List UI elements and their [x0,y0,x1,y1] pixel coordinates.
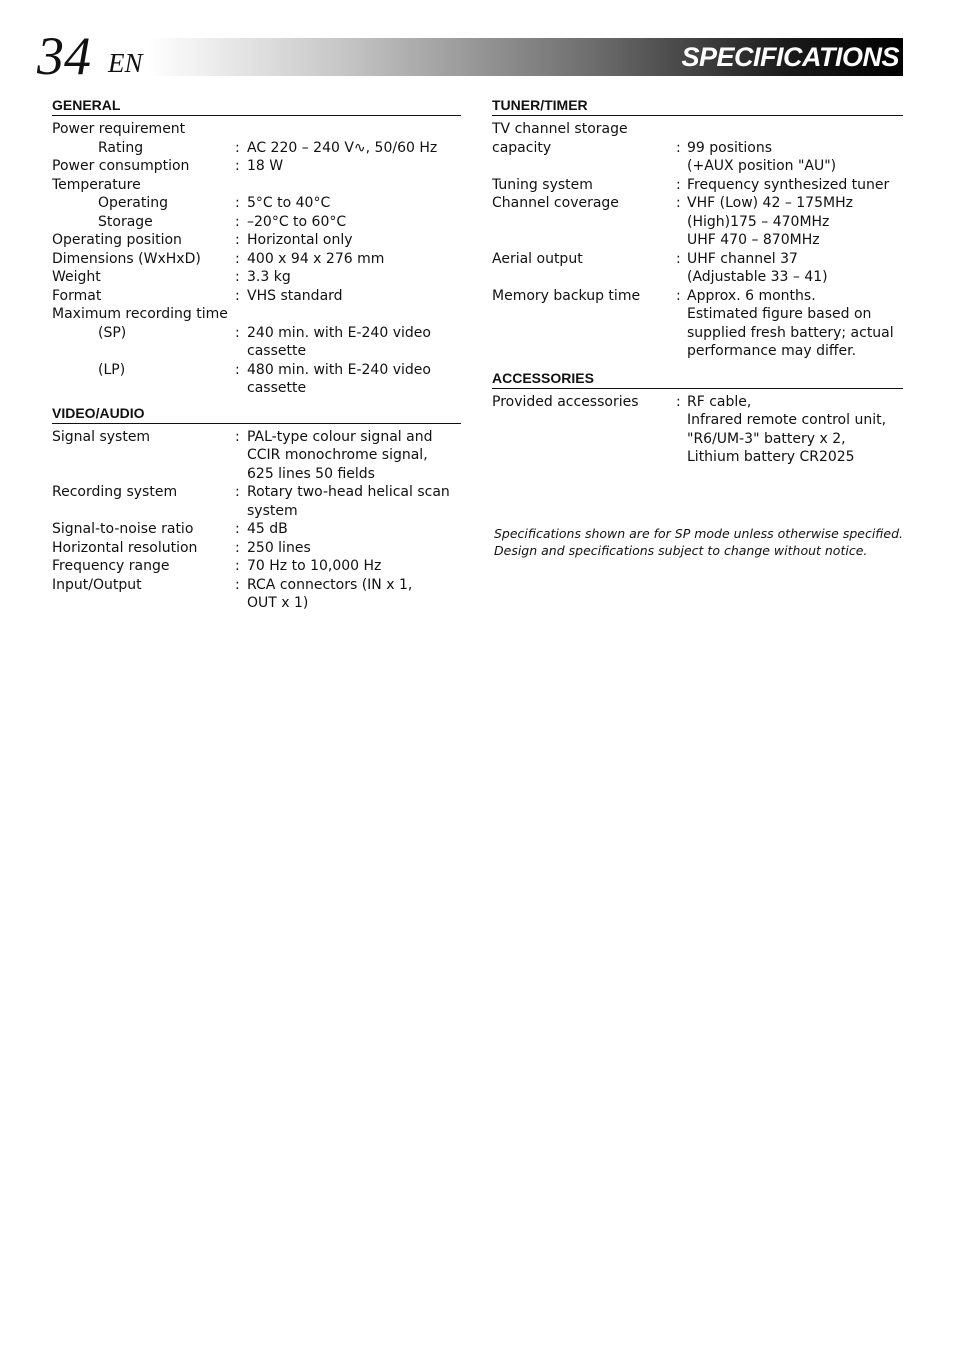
spec-value: UHF channel 37 (Adjustable 33 – 41) [687,250,828,285]
spec-label: Weight [52,269,101,285]
spec-colon: : [235,324,240,341]
page-header [0,28,954,84]
spec-row [492,250,903,287]
spec-label: Power consumption [52,158,190,174]
section-title-general: GENERAL [52,96,461,116]
spec-value: AC 220 – 240 V∿, 50/60 Hz [247,139,438,156]
spec-row [52,520,461,539]
spec-label: (SP) [98,324,127,341]
spec-colon: : [235,213,240,230]
spec-label: Maximum recording time [52,306,228,322]
spec-label: Input/Output [52,576,142,593]
spec-colon: : [235,576,240,593]
section-title-tuner-timer: TUNER/TIMER [492,96,903,116]
spec-label: TV channel storage capacity [492,121,628,156]
spec-value: –20°C to 60°C [247,213,347,230]
spec-colon: : [235,428,240,445]
spec-label: Operating position [52,232,182,248]
spec-value [247,120,461,139]
spec-value: 400 x 94 x 276 mm [247,250,385,267]
page-language: EN [108,48,143,78]
right-column [492,96,903,467]
spec-row [52,194,461,213]
spec-row [52,287,461,306]
footnote-sp-mode: Specifications shown are for SP mode unless otherwise specified. [494,526,903,541]
spec-row [52,139,461,158]
spec-value: 18 W [247,158,284,174]
spec-label: Memory backup time [492,287,641,304]
spec-row [52,361,461,398]
spec-colon: : [676,176,681,193]
left-column [52,96,461,613]
spec-label: Signal system [52,428,151,445]
spec-label: Signal-to-noise ratio [52,521,194,537]
spec-value: 240 min. with E-240 video cassette [247,324,431,359]
spec-colon: : [676,250,681,267]
spec-colon: : [235,521,240,537]
spec-colon: : [676,139,681,156]
spec-value: 480 min. with E-240 video cassette [247,361,431,396]
spec-label: Operating [98,195,168,211]
spec-value: PAL-type colour signal and CCIR monochrome signal, 625 lines 50 fields [247,428,433,482]
page-number: 34 [37,26,91,86]
spec-value: 45 dB [247,521,288,537]
spec-row [492,393,903,467]
spec-value [247,176,461,195]
spec-value: Rotary two-head helical scan system [247,484,450,519]
spec-row [52,428,461,484]
spec-value: RF cable, Infrared remote control unit, "R6/UM-3" battery x 2, Lithium battery CR2025 [687,393,887,465]
footnote-change-notice: Design and specifications subject to change without notice. [494,542,868,558]
spec-label: (LP) [98,361,126,378]
spec-colon: : [235,250,240,267]
section-title-accessories: ACCESSORIES [492,369,903,389]
spec-row [52,557,461,576]
spec-label: Power requirement [52,121,186,137]
spec-row [52,120,461,139]
spec-row [52,324,461,361]
spec-row [52,157,461,176]
spec-label: Recording system [52,484,178,500]
spec-row [492,176,903,195]
spec-colon: : [235,539,240,556]
spec-row [492,194,903,250]
spec-row [52,483,461,520]
spec-row [52,539,461,558]
spec-colon: : [676,393,681,410]
spec-colon: : [235,232,240,248]
spec-value: 3.3 kg [247,269,291,285]
spec-row [52,213,461,232]
spec-value: 99 positions (+AUX position "AU") [687,139,837,174]
spec-value: 70 Hz to 10,000 Hz [247,558,382,574]
spec-value [247,305,461,324]
spec-label: Horizontal resolution [52,539,198,556]
spec-value: VHS standard [247,287,343,304]
spec-label: Storage [98,213,153,230]
spec-row [52,176,461,195]
spec-row [52,250,461,269]
page-title: SPECIFICATIONS [681,42,899,72]
spec-row [492,287,903,361]
spec-label: Aerial output [492,250,583,267]
spec-colon: : [235,558,240,574]
spec-row [492,120,903,176]
spec-row [52,305,461,324]
spec-value: RCA connectors (IN x 1, OUT x 1) [247,576,413,611]
footnotes [494,526,904,559]
spec-colon: : [235,158,240,174]
spec-colon: : [235,287,240,304]
spec-value: 5°C to 40°C [247,195,331,211]
title-banner [148,38,903,76]
spec-colon: : [235,139,240,156]
spec-label: Format [52,287,102,304]
spec-value: Horizontal only [247,232,353,248]
spec-colon: : [676,287,681,304]
spec-label: Temperature [52,176,141,193]
general-spec-list [52,120,461,398]
spec-colon: : [235,195,240,211]
video-audio-spec-list [52,428,461,613]
spec-colon: : [235,361,240,378]
spec-label: Provided accessories [492,393,639,410]
spec-value: Frequency synthesized tuner [687,176,890,193]
spec-label: Channel coverage [492,195,619,211]
spec-label: Rating [98,139,144,156]
spec-colon: : [235,269,240,285]
spec-value: VHF (Low) 42 – 175MHz (High)175 – 470MHz UHF 470 – 870MHz [687,195,853,248]
section-title-video-audio: VIDEO/AUDIO [52,404,461,424]
spec-label: Tuning system [492,176,593,193]
spec-colon: : [235,484,240,500]
spec-row [52,576,461,613]
accessories-spec-list [492,393,903,467]
spec-label: Frequency range [52,558,170,574]
spec-label: Dimensions (WxHxD) [52,250,201,267]
spec-value: Approx. 6 months. Estimated figure based on supplied fresh battery; actual performance may differ. [687,287,894,359]
tuner-timer-spec-list [492,120,903,361]
spec-row [52,231,461,250]
spec-colon: : [676,195,681,211]
spec-row [52,268,461,287]
spec-value: 250 lines [247,539,311,556]
